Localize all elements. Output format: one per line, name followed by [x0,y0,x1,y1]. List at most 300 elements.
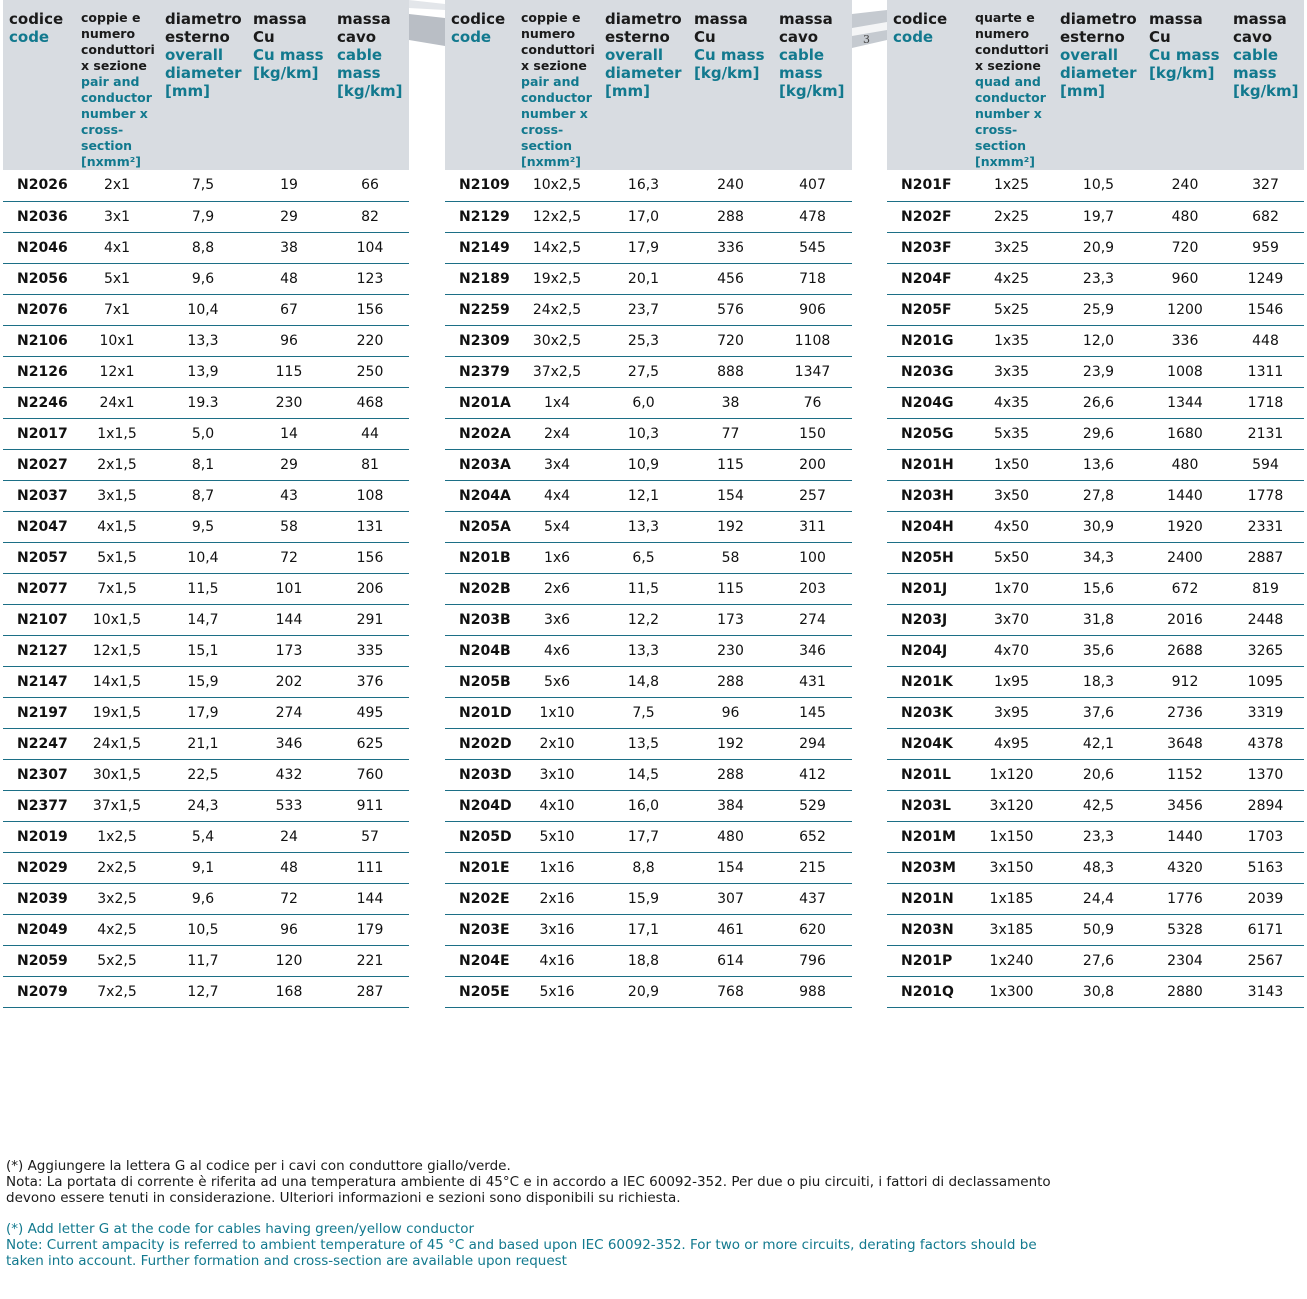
cable-table-1 [3,0,409,1008]
cell-code: N202D [445,728,515,759]
table-row [887,697,1304,728]
cell-conductors: 1x10 [515,697,599,728]
cell-conductors: 3x70 [969,604,1054,635]
cell-code: N205F [887,294,969,325]
cell-conductors: 10x1 [75,325,159,356]
table-row [3,697,409,728]
table-row [3,418,409,449]
cell-cu-mass: 29 [247,201,331,232]
cell-cable-mass: 6171 [1227,914,1304,945]
cell-conductors: 5x2,5 [75,945,159,976]
header-label-en: code [893,28,934,46]
header-label-en: cable mass [kg/km] [337,46,403,100]
table-row [3,790,409,821]
cell-cable-mass: 376 [331,666,409,697]
cell-code: N2377 [3,790,75,821]
table-row [887,511,1304,542]
cell-overall-diameter: 11,5 [159,573,247,604]
cell-overall-diameter: 20,6 [1054,759,1143,790]
cell-conductors: 2x25 [969,201,1054,232]
cell-cu-mass: 48 [247,263,331,294]
cell-cu-mass: 4320 [1143,852,1227,883]
cell-conductors: 4x70 [969,635,1054,666]
cell-code: N2126 [3,356,75,387]
table-row [445,728,852,759]
cell-overall-diameter: 20,1 [599,263,688,294]
table-row [445,449,852,480]
cell-cable-mass: 1311 [1227,356,1304,387]
cell-conductors: 1x95 [969,666,1054,697]
table-row [887,325,1304,356]
cell-cable-mass: 294 [773,728,852,759]
table-row [445,480,852,511]
cell-conductors: 4x6 [515,635,599,666]
table-row [445,759,852,790]
cell-cu-mass: 67 [247,294,331,325]
cell-overall-diameter: 26,6 [1054,387,1143,418]
cell-cu-mass: 168 [247,976,331,1007]
cell-conductors: 4x25 [969,263,1054,294]
cell-conductors: 19x2,5 [515,263,599,294]
cell-cu-mass: 48 [247,852,331,883]
cell-code: N2259 [445,294,515,325]
cell-overall-diameter: 7,5 [599,697,688,728]
cell-overall-diameter: 14,8 [599,666,688,697]
cell-overall-diameter: 27,8 [1054,480,1143,511]
cell-code: N2039 [3,883,75,914]
table-row [445,418,852,449]
cell-conductors: 3x2,5 [75,883,159,914]
cell-overall-diameter: 17,0 [599,201,688,232]
cell-cable-mass: 250 [331,356,409,387]
table-row [3,542,409,573]
cell-conductors: 14x1,5 [75,666,159,697]
cell-overall-diameter: 8,8 [599,852,688,883]
table-row [887,480,1304,511]
cell-cable-mass: 1347 [773,356,852,387]
cell-cable-mass: 412 [773,759,852,790]
cell-conductors: 5x1 [75,263,159,294]
table-row [887,356,1304,387]
table-row [445,697,852,728]
cell-code: N2106 [3,325,75,356]
header-overall-diameter [599,0,688,170]
cell-cable-mass: 437 [773,883,852,914]
cell-cu-mass: 192 [688,511,773,542]
cell-code: N205A [445,511,515,542]
cell-cu-mass: 1440 [1143,480,1227,511]
cell-cu-mass: 230 [247,387,331,418]
cell-conductors: 1x4 [515,387,599,418]
cell-code: N201G [887,325,969,356]
cell-code: N2027 [3,449,75,480]
cell-conductors: 7x1 [75,294,159,325]
cell-cable-mass: 144 [331,883,409,914]
cell-conductors: 3x16 [515,914,599,945]
table-row [887,449,1304,480]
header-code [3,0,75,170]
table-row [445,573,852,604]
table-row [445,201,852,232]
cell-conductors: 1x120 [969,759,1054,790]
cell-overall-diameter: 25,3 [599,325,688,356]
cell-cu-mass: 2880 [1143,976,1227,1007]
cell-cu-mass: 336 [1143,325,1227,356]
cell-overall-diameter: 9,6 [159,883,247,914]
cell-cable-mass: 81 [331,449,409,480]
cell-conductors: 1x185 [969,883,1054,914]
cell-cu-mass: 288 [688,666,773,697]
cell-cable-mass: 911 [331,790,409,821]
header-label-it: massa cavo [337,10,391,46]
table-row [445,356,852,387]
cell-conductors: 5x16 [515,976,599,1007]
cell-overall-diameter: 20,9 [1054,232,1143,263]
cell-cu-mass: 202 [247,666,331,697]
cell-cable-mass: 123 [331,263,409,294]
header-label-en: pair and conductor number x cross-section [nxmm²] [521,74,592,169]
table-row [887,635,1304,666]
cell-cable-mass: 108 [331,480,409,511]
cell-conductors: 4x1,5 [75,511,159,542]
cell-conductors: 2x2,5 [75,852,159,883]
cell-code: N205H [887,542,969,573]
cell-overall-diameter: 10,4 [159,542,247,573]
header-label-en: Cu mass [kg/km] [1149,46,1220,82]
cell-cable-mass: 221 [331,945,409,976]
cell-code: N2076 [3,294,75,325]
cell-code: N2056 [3,263,75,294]
cell-overall-diameter: 23,9 [1054,356,1143,387]
cell-overall-diameter: 13,5 [599,728,688,759]
cell-conductors: 2x16 [515,883,599,914]
cell-overall-diameter: 13,3 [159,325,247,356]
table-row [887,821,1304,852]
cell-cable-mass: 44 [331,418,409,449]
cell-overall-diameter: 23,7 [599,294,688,325]
table-row [887,852,1304,883]
cell-overall-diameter: 23,3 [1054,263,1143,294]
cell-code: N204G [887,387,969,418]
table-row [3,573,409,604]
cell-conductors: 3x150 [969,852,1054,883]
cell-overall-diameter: 5,0 [159,418,247,449]
cell-cable-mass: 407 [773,170,852,201]
cell-overall-diameter: 42,5 [1054,790,1143,821]
cell-code: N201N [887,883,969,914]
cell-overall-diameter: 6,5 [599,542,688,573]
cell-cu-mass: 1920 [1143,511,1227,542]
cell-cable-mass: 274 [773,604,852,635]
cell-cu-mass: 43 [247,480,331,511]
cell-code: N2127 [3,635,75,666]
cell-overall-diameter: 12,0 [1054,325,1143,356]
cell-overall-diameter: 6,0 [599,387,688,418]
cell-cable-mass: 76 [773,387,852,418]
cell-overall-diameter: 17,9 [599,232,688,263]
cell-cable-mass: 131 [331,511,409,542]
header-cable-mass [331,0,409,170]
cell-code: N203J [887,604,969,635]
header-label-en: overall diameter [mm] [605,46,682,100]
cell-conductors: 3x1,5 [75,480,159,511]
table-row [3,356,409,387]
cell-cable-mass: 257 [773,480,852,511]
cell-overall-diameter: 42,1 [1054,728,1143,759]
cell-cu-mass: 58 [247,511,331,542]
cell-cable-mass: 156 [331,542,409,573]
cell-cu-mass: 2688 [1143,635,1227,666]
cell-cable-mass: 346 [773,635,852,666]
cell-conductors: 1x35 [969,325,1054,356]
cell-cable-mass: 2894 [1227,790,1304,821]
cell-overall-diameter: 15,9 [159,666,247,697]
cell-conductors: 3x95 [969,697,1054,728]
header-overall-diameter [1054,0,1143,170]
cell-code: N203G [887,356,969,387]
cell-cable-mass: 156 [331,294,409,325]
cell-code: N203N [887,914,969,945]
cell-code: N2046 [3,232,75,263]
cell-cu-mass: 720 [688,325,773,356]
cell-overall-diameter: 48,3 [1054,852,1143,883]
cell-code: N205E [445,976,515,1007]
cell-overall-diameter: 7,5 [159,170,247,201]
cell-conductors: 2x6 [515,573,599,604]
cell-cu-mass: 154 [688,852,773,883]
cell-cu-mass: 480 [1143,201,1227,232]
cell-overall-diameter: 11,7 [159,945,247,976]
cell-conductors: 1x50 [969,449,1054,480]
cell-cu-mass: 307 [688,883,773,914]
cell-cu-mass: 173 [247,635,331,666]
header-code [887,0,969,170]
cell-conductors: 12x1 [75,356,159,387]
cell-conductors: 7x1,5 [75,573,159,604]
header-conductors [969,0,1054,170]
cell-overall-diameter: 17,9 [159,697,247,728]
cell-cable-mass: 66 [331,170,409,201]
cell-code: N201Q [887,976,969,1007]
table-row [3,170,409,201]
cell-overall-diameter: 12,1 [599,480,688,511]
cell-cu-mass: 1680 [1143,418,1227,449]
cell-code: N204B [445,635,515,666]
cell-overall-diameter: 35,6 [1054,635,1143,666]
table-row [3,201,409,232]
cell-overall-diameter: 8,7 [159,480,247,511]
cell-cable-mass: 718 [773,263,852,294]
cell-overall-diameter: 18,3 [1054,666,1143,697]
cell-cu-mass: 192 [688,728,773,759]
cell-conductors: 1x2,5 [75,821,159,852]
cell-cu-mass: 912 [1143,666,1227,697]
cell-conductors: 5x6 [515,666,599,697]
cell-code: N203D [445,759,515,790]
table-row [887,759,1304,790]
cell-code: N2026 [3,170,75,201]
cable-table-3 [887,0,1304,1008]
cell-conductors: 3x25 [969,232,1054,263]
cell-conductors: 4x2,5 [75,914,159,945]
cell-cable-mass: 2448 [1227,604,1304,635]
cell-cu-mass: 672 [1143,573,1227,604]
table-header-row [887,0,1304,170]
cell-conductors: 3x185 [969,914,1054,945]
cell-cu-mass: 1776 [1143,883,1227,914]
cell-cable-mass: 215 [773,852,852,883]
table-row [887,790,1304,821]
cell-code: N2147 [3,666,75,697]
cell-conductors: 1x300 [969,976,1054,1007]
cell-cu-mass: 29 [247,449,331,480]
cell-conductors: 24x2,5 [515,294,599,325]
table-row [3,387,409,418]
cell-code: N2057 [3,542,75,573]
table-row [445,790,852,821]
cell-conductors: 10x2,5 [515,170,599,201]
cell-code: N201P [887,945,969,976]
table-row [445,914,852,945]
table-row [3,852,409,883]
table-row [445,635,852,666]
table-row [3,666,409,697]
cell-overall-diameter: 37,6 [1054,697,1143,728]
cell-code: N202F [887,201,969,232]
cell-cu-mass: 38 [688,387,773,418]
cell-code: N204E [445,945,515,976]
header-overall-diameter [159,0,247,170]
cell-overall-diameter: 10,3 [599,418,688,449]
cell-cable-mass: 468 [331,387,409,418]
cell-cable-mass: 625 [331,728,409,759]
cell-cu-mass: 346 [247,728,331,759]
cell-cu-mass: 288 [688,201,773,232]
cell-conductors: 12x1,5 [75,635,159,666]
cell-cable-mass: 291 [331,604,409,635]
cell-cu-mass: 77 [688,418,773,449]
table-row [445,542,852,573]
cell-conductors: 3x6 [515,604,599,635]
cell-conductors: 14x2,5 [515,232,599,263]
cell-cu-mass: 288 [688,759,773,790]
cell-cable-mass: 1718 [1227,387,1304,418]
table-row [3,232,409,263]
table-row [445,232,852,263]
cell-cable-mass: 1370 [1227,759,1304,790]
cell-cu-mass: 480 [688,821,773,852]
cell-cu-mass: 336 [688,232,773,263]
table-row [3,635,409,666]
cell-cable-mass: 431 [773,666,852,697]
cell-overall-diameter: 27,5 [599,356,688,387]
cell-conductors: 5x10 [515,821,599,852]
cell-cable-mass: 529 [773,790,852,821]
cell-overall-diameter: 8,1 [159,449,247,480]
header-label-it: coppie e numero conduttori x sezione [81,10,155,73]
header-label-en: code [9,28,50,46]
cell-cable-mass: 988 [773,976,852,1007]
cell-code: N205D [445,821,515,852]
cell-code: N203B [445,604,515,635]
table-row [3,821,409,852]
cell-cable-mass: 448 [1227,325,1304,356]
cell-code: N2047 [3,511,75,542]
cell-cable-mass: 959 [1227,232,1304,263]
cell-conductors: 4x95 [969,728,1054,759]
cell-conductors: 4x35 [969,387,1054,418]
cell-cu-mass: 24 [247,821,331,852]
cell-cable-mass: 3143 [1227,976,1304,1007]
table-row [3,976,409,1007]
cell-conductors: 37x1,5 [75,790,159,821]
cell-cable-mass: 220 [331,325,409,356]
cell-code: N204D [445,790,515,821]
cell-conductors: 3x1 [75,201,159,232]
header-label-it: massa Cu [253,10,307,46]
cell-code: N201H [887,449,969,480]
cell-cu-mass: 72 [247,542,331,573]
table-row [445,387,852,418]
cell-conductors: 4x50 [969,511,1054,542]
cell-conductors: 5x25 [969,294,1054,325]
cell-code: N203L [887,790,969,821]
table-row [445,325,852,356]
cell-overall-diameter: 13,3 [599,635,688,666]
cell-code: N2017 [3,418,75,449]
cell-cu-mass: 888 [688,356,773,387]
table-row [887,542,1304,573]
cell-code: N2049 [3,914,75,945]
cell-cu-mass: 3648 [1143,728,1227,759]
cell-overall-diameter: 34,3 [1054,542,1143,573]
cell-overall-diameter: 24,4 [1054,883,1143,914]
cell-code: N203A [445,449,515,480]
cell-cu-mass: 3456 [1143,790,1227,821]
cell-overall-diameter: 20,9 [599,976,688,1007]
table-row [3,759,409,790]
header-label-it: diametro esterno [165,10,242,46]
cell-cable-mass: 2887 [1227,542,1304,573]
cell-cable-mass: 100 [773,542,852,573]
cell-cu-mass: 533 [247,790,331,821]
header-label-it: diametro esterno [605,10,682,46]
cell-overall-diameter: 29,6 [1054,418,1143,449]
cell-overall-diameter: 27,6 [1054,945,1143,976]
cell-cable-mass: 111 [331,852,409,883]
cell-cable-mass: 57 [331,821,409,852]
cell-cable-mass: 104 [331,232,409,263]
table-row [887,666,1304,697]
cell-conductors: 10x1,5 [75,604,159,635]
header-conductors [515,0,599,170]
cell-cable-mass: 206 [331,573,409,604]
cell-cable-mass: 682 [1227,201,1304,232]
cell-cu-mass: 2304 [1143,945,1227,976]
cell-conductors: 1x6 [515,542,599,573]
header-label-en: quad and conductor number x cross-section [nxmm²] [975,74,1046,169]
cell-overall-diameter: 19,7 [1054,201,1143,232]
cell-cable-mass: 620 [773,914,852,945]
cell-overall-diameter: 15,6 [1054,573,1143,604]
header-label-en: cable mass [kg/km] [1233,46,1299,100]
table-row [887,604,1304,635]
cell-cu-mass: 96 [688,697,773,728]
cell-cu-mass: 720 [1143,232,1227,263]
header-label-en: overall diameter [mm] [1060,46,1137,100]
cell-overall-diameter: 15,1 [159,635,247,666]
cell-conductors: 3x4 [515,449,599,480]
